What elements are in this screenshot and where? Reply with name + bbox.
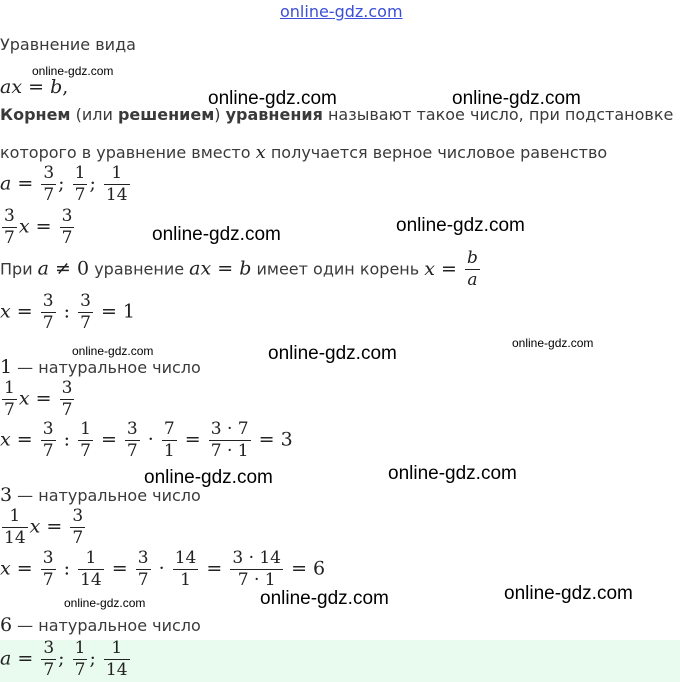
- watermark: online-gdz.com: [152, 224, 281, 245]
- natural-note-2: 3 — натуральное число: [0, 484, 201, 506]
- natural-note-3: 6 — натуральное число: [0, 614, 201, 636]
- intro-text: Уравнение вида: [0, 35, 136, 54]
- watermark: online-gdz.com: [268, 343, 397, 364]
- root-rule-line: При a ≠ 0 уравнение ax = b имеет один корень x = $\frac{b}{a}$: [0, 248, 478, 290]
- equation-ax-b: ax = b,: [0, 76, 69, 98]
- answer-values-of-a: a = $\frac{3}{7}$ ; $\frac{1}{7}$ ; $\frac{1}{14}$: [0, 638, 128, 680]
- watermark: online-gdz.com: [512, 336, 594, 350]
- equation-1-7x: $\frac{1}{7}$ x = $\frac{3}{7}$: [4, 378, 73, 420]
- watermark: online-gdz.com: [260, 588, 389, 609]
- watermark: online-gdz.com: [208, 88, 337, 109]
- natural-note-1: 1 — натуральное число: [0, 356, 201, 378]
- definition-line-1: Корнем (или решением) уравнения называют такое число, при подстановке: [0, 105, 674, 124]
- site-link[interactable]: online-gdz.com: [280, 2, 403, 21]
- solution-3: x = $\frac{3}{7}$ : $\frac{1}{14}$ = $\frac{3}{7}$ · $\frac{14}{1}$ = $\frac{3 \cdot 14}{7 \cdot 1}$ = 6: [0, 548, 326, 590]
- watermark: online-gdz.com: [396, 215, 525, 236]
- watermark: online-gdz.com: [72, 344, 154, 358]
- watermark: online-gdz.com: [452, 88, 581, 109]
- definition-line-2: которого в уравнение вместо x получается верное числовое равенство: [0, 142, 608, 163]
- watermark: online-gdz.com: [32, 64, 114, 78]
- values-of-a: a = $\frac{3}{7}$ ; $\frac{1}{7}$ ; $\frac{1}{14}$: [0, 163, 128, 205]
- equation-1-14x: $\frac{1}{14}$ x = $\frac{3}{7}$: [4, 506, 84, 548]
- solution-1: x = $\frac{3}{7}$ : $\frac{3}{7}$ = 1: [0, 291, 135, 333]
- watermark: online-gdz.com: [388, 463, 517, 484]
- equation-3-7x: $\frac{3}{7}$ x = $\frac{3}{7}$: [4, 206, 73, 248]
- solution-2: x = $\frac{3}{7}$ : $\frac{1}{7}$ = $\frac{3}{7}$ · $\frac{7}{1}$ = $\frac{3 \cdot 7}{7 \cdot 1}$ = 3: [0, 419, 293, 461]
- watermark: online-gdz.com: [64, 596, 146, 610]
- watermark: online-gdz.com: [504, 583, 633, 604]
- watermark: online-gdz.com: [144, 467, 273, 488]
